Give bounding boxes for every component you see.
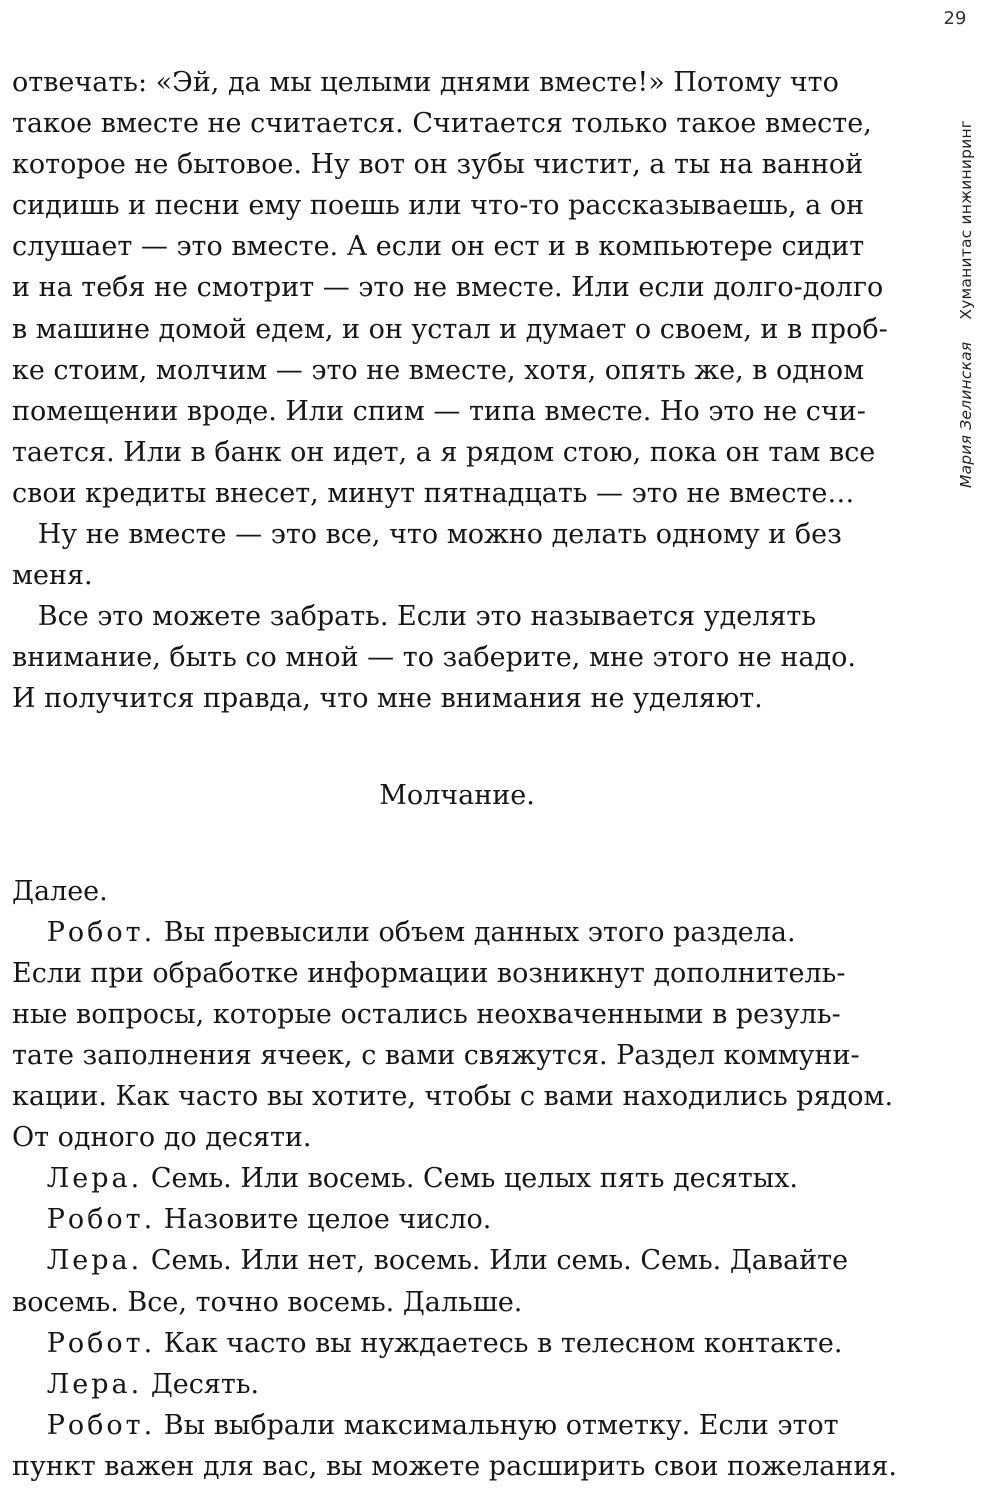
- dialogue-text: Назовите целое число.: [155, 1204, 492, 1236]
- dialogue-line: [12, 1158, 882, 1199]
- text-line: свои кредиты внесет, минут пятнадцать — это не вместе…: [12, 477, 855, 509]
- text-line: Ну не вместе — это все, что можно делать одному и без: [12, 519, 842, 551]
- text-line: ные вопросы, которые остались неохваченными в резуль-: [12, 998, 841, 1030]
- text-line: слушает — это вместе. А если он ест и в компьютере сидит: [12, 231, 865, 263]
- spacer: [12, 720, 882, 775]
- spacer: [12, 816, 882, 871]
- dialogue-line: [12, 1405, 882, 1446]
- body-text: [12, 62, 897, 1487]
- dialogue-line: [12, 1199, 882, 1240]
- dialogue-text: Семь. Или восемь. Семь целых пять десятых.: [142, 1163, 798, 1195]
- text-line: тается. Или в банк он идет, а я рядом стою, пока он там все: [12, 436, 876, 468]
- text-line: ке стоим, молчим — это не вместе, хотя, опять же, в одном: [12, 354, 865, 386]
- text-line: и на тебя не смотрит — это не вместе. Или если долго-долго: [12, 272, 884, 304]
- text-line: тате заполнения ячеек, с вами свяжутся. Раздел коммуни-: [12, 1039, 860, 1071]
- running-head: [957, 120, 975, 488]
- page-number: 29: [943, 8, 967, 29]
- dialogue-text: Десять.: [142, 1368, 260, 1400]
- speaker-robot: Робот.: [12, 1327, 156, 1359]
- dialogue-text: Как часто вы нуждаетесь в телесном контакте.: [155, 1327, 843, 1359]
- text-line: сидишь и песни ему поешь или что-то рассказываешь, а он: [12, 190, 865, 222]
- speaker-robot: Робот.: [12, 1204, 156, 1236]
- stage-direction: Молчание.: [379, 779, 535, 811]
- text-line: внимание, быть со мной — то заберите, мне этого не надо.: [12, 642, 856, 674]
- text-line: Далее.: [12, 875, 108, 907]
- text-line: Если при обработке информации возникнут дополнитель-: [12, 957, 846, 989]
- dialogue-line: [12, 1240, 882, 1281]
- dialogue-text: Семь. Или нет, восемь. Или семь. Семь. Давайте: [142, 1245, 849, 1277]
- text-line: восемь. Все, точно восемь. Дальше.: [12, 1286, 523, 1318]
- speaker-robot: Робот.: [12, 916, 156, 948]
- text-line: Все это можете забрать. Если это называется уделять: [12, 601, 817, 633]
- dialogue-text: Вы выбрали максимальную отметку. Если этот: [155, 1409, 839, 1441]
- running-head-author: Мария Зелинская: [957, 341, 975, 488]
- text-line: От одного до десяти.: [12, 1122, 312, 1154]
- text-line: пункт важен для вас, вы можете расширить свои пожелания.: [12, 1450, 897, 1482]
- running-head-title: Хуманитас инжиниринг: [957, 119, 975, 320]
- speaker-robot: Робот.: [12, 1409, 156, 1441]
- text-line: отвечать: «Эй, да мы целыми днями вместе!» Потому что: [12, 67, 839, 98]
- text-line: в машине домой едем, и он устал и думает о своем, и в проб-: [12, 313, 888, 345]
- text-line: которое не бытовое. Ну вот он зубы чистит, а ты на ванной: [12, 149, 864, 181]
- dialogue-line: [12, 1364, 882, 1405]
- speaker-lera: Лера.: [12, 1368, 143, 1400]
- dialogue-line: [12, 912, 882, 953]
- text-line: И получится правда, что мне внимания не уделяют.: [12, 683, 763, 715]
- speaker-lera: Лера.: [12, 1245, 143, 1277]
- dialogue-text: Вы превысили объем данных этого раздела.: [155, 916, 796, 948]
- text-line: такое вместе не считается. Считается только такое вместе,: [12, 108, 872, 140]
- text-line: помещении вроде. Или спим — типа вместе. Но это не счи-: [12, 395, 866, 427]
- dialogue-line: [12, 1323, 882, 1364]
- text-line: кации. Как часто вы хотите, чтобы с вами находились рядом.: [12, 1081, 894, 1113]
- text-line: меня.: [12, 560, 93, 592]
- speaker-lera: Лера.: [12, 1163, 143, 1195]
